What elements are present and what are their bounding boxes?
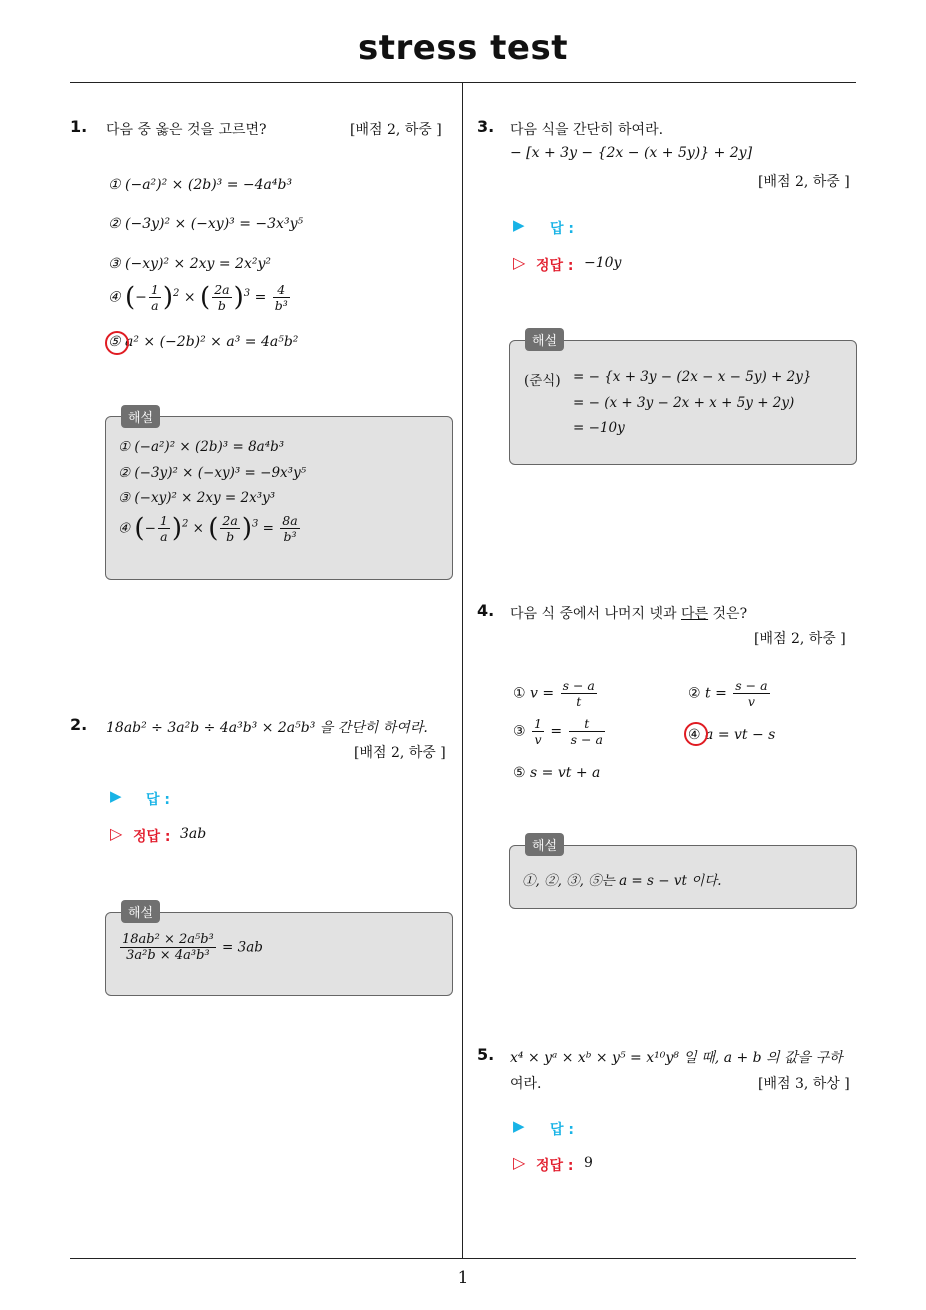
q3-text: 다음 식을 간단히 하여라. (510, 122, 664, 138)
q2-solution-tag: 해설 (121, 900, 160, 923)
q3-solution-label: (준식) (524, 373, 561, 389)
q1-solution-line-3: ③ (−xy)² × 2xy = 2x³y³ (118, 490, 276, 506)
q2-number: 2. (70, 715, 88, 734)
q2-correct-value: 3ab (180, 826, 207, 842)
q1-solution-line-2: ② (−3y)² × (−xy)³ = −9x³y⁵ (118, 465, 307, 481)
q5-number: 5. (477, 1045, 495, 1064)
q3-number: 3. (477, 117, 495, 136)
q4-choice-1[interactable]: ① v = $\frac{s - a}{t}$ (513, 678, 595, 709)
q1-choice-2[interactable]: ② (−3y)² × (−xy)³ = −3x³y⁵ (108, 216, 304, 232)
q1-solution-line-1: ① (−a²)² × (2b)³ = 8a⁴b³ (118, 439, 285, 455)
q2-correct-label: 정답 : (133, 829, 171, 845)
q1-solution-line-4: ④ (− $\frac{1}{a}$ )$^2$ × ( $\frac{2a}{b}$ )$^3$ = $\frac{8a}{\text{b³}}$ (118, 513, 298, 544)
q4-choice-4[interactable]: ④ a = vt − s (688, 727, 776, 743)
q3-solution-line-2: = − (x + 3y − 2x + x + 5y + 2y) (573, 395, 795, 411)
q1-score: [배점 2, 하중 ] (350, 122, 442, 138)
q1-choice-5[interactable]: ⑤ a² × (−2b)² × a³ = 4a⁵b² (108, 334, 299, 350)
q2-answer-label: 답 : (146, 792, 170, 808)
q3-answer-input[interactable] (584, 218, 784, 236)
q3-score: [배점 2, 하중 ] (758, 174, 850, 190)
q4-score: [배점 2, 하중 ] (754, 631, 846, 647)
q5-text-continued: 여라. (510, 1076, 542, 1092)
q3-correct-label: 정답 : (536, 258, 574, 274)
q5-correct-value: 9 (584, 1155, 593, 1171)
q3-answer-arrow-icon: ▶ (513, 216, 525, 234)
q5-score: [배점 3, 하상 ] (758, 1076, 850, 1092)
footer-rule (70, 1258, 856, 1259)
page-number: 1 (457, 1268, 469, 1288)
q3-expression: − [x + 3y − {2x − (x + 5y)} + 2y] (510, 145, 753, 161)
q3-solution-tag: 해설 (525, 328, 564, 351)
q3-correct-arrow-icon: ▷ (513, 253, 526, 272)
q2-text: 18ab² ÷ 3a²b ÷ 4a³b³ × 2a⁵b³ 을 간단히 하여라. (106, 720, 428, 736)
q4-choice-5[interactable]: ⑤ s = vt + a (513, 765, 601, 781)
column-divider (462, 83, 463, 1259)
q2-answer-arrow-icon: ▶ (110, 787, 122, 805)
q2-answer-input[interactable] (180, 789, 380, 807)
q5-correct-arrow-icon: ▷ (513, 1153, 526, 1172)
q1-choice-4[interactable]: ④ (− $\frac{1}{a}$ )$^2$ × ( $\frac{2a}{b}$ )$^3$ = $\frac{4}{\text{b³}}$ (108, 282, 288, 313)
q5-answer-arrow-icon: ▶ (513, 1117, 525, 1135)
q4-choice-3[interactable]: ③ $\frac{1}{v}$ = $\frac{t}{s - a}$ (513, 716, 603, 747)
q2-correct-arrow-icon: ▷ (110, 824, 123, 843)
q5-answer-label: 답 : (550, 1122, 574, 1138)
q1-choice-1[interactable]: ① (−a²)² × (2b)³ = −4a⁴b³ (108, 177, 293, 193)
q2-solution: $\frac{\text{18ab² × 2a⁵b³}}{\text{3a²b × 4a³b³}}$ = 3ab (122, 932, 263, 963)
q1-text: 다음 중 옳은 것을 고르면? (106, 122, 267, 138)
q3-solution-line-1: = − {x + 3y − (2x − x − 5y) + 2y} (573, 369, 812, 385)
page-title: stress test (358, 28, 568, 68)
q4-solution: ①, ②, ③, ⑤는 a = s − vt 이다. (522, 873, 722, 889)
q5-correct-label: 정답 : (536, 1158, 574, 1174)
selected-answer-circle (105, 331, 129, 355)
q3-correct-value: −10y (584, 255, 622, 271)
q3-solution-line-3: = −10y (573, 420, 625, 436)
q2-score: [배점 2, 하중 ] (354, 745, 446, 761)
header-rule (70, 82, 856, 83)
selected-answer-circle (684, 722, 708, 746)
q4-number: 4. (477, 601, 495, 620)
q4-choice-2[interactable]: ② t = $\frac{s - a}{v}$ (688, 678, 768, 709)
q3-answer-label: 답 : (550, 221, 574, 237)
q1-choice-3[interactable]: ③ (−xy)² × 2xy = 2x²y² (108, 256, 271, 272)
q1-number: 1. (70, 117, 88, 136)
q5-text: x⁴ × yᵃ × xᵇ × y⁵ = x¹⁰y⁸ 일 때, a + b 의 값을 구하 (510, 1050, 843, 1066)
q1-solution-tag: 해설 (121, 405, 160, 428)
q5-answer-input[interactable] (584, 1119, 784, 1137)
q4-text: 다음 식 중에서 나머지 넷과 다른 것은? (510, 606, 748, 622)
q4-solution-tag: 해설 (525, 833, 564, 856)
